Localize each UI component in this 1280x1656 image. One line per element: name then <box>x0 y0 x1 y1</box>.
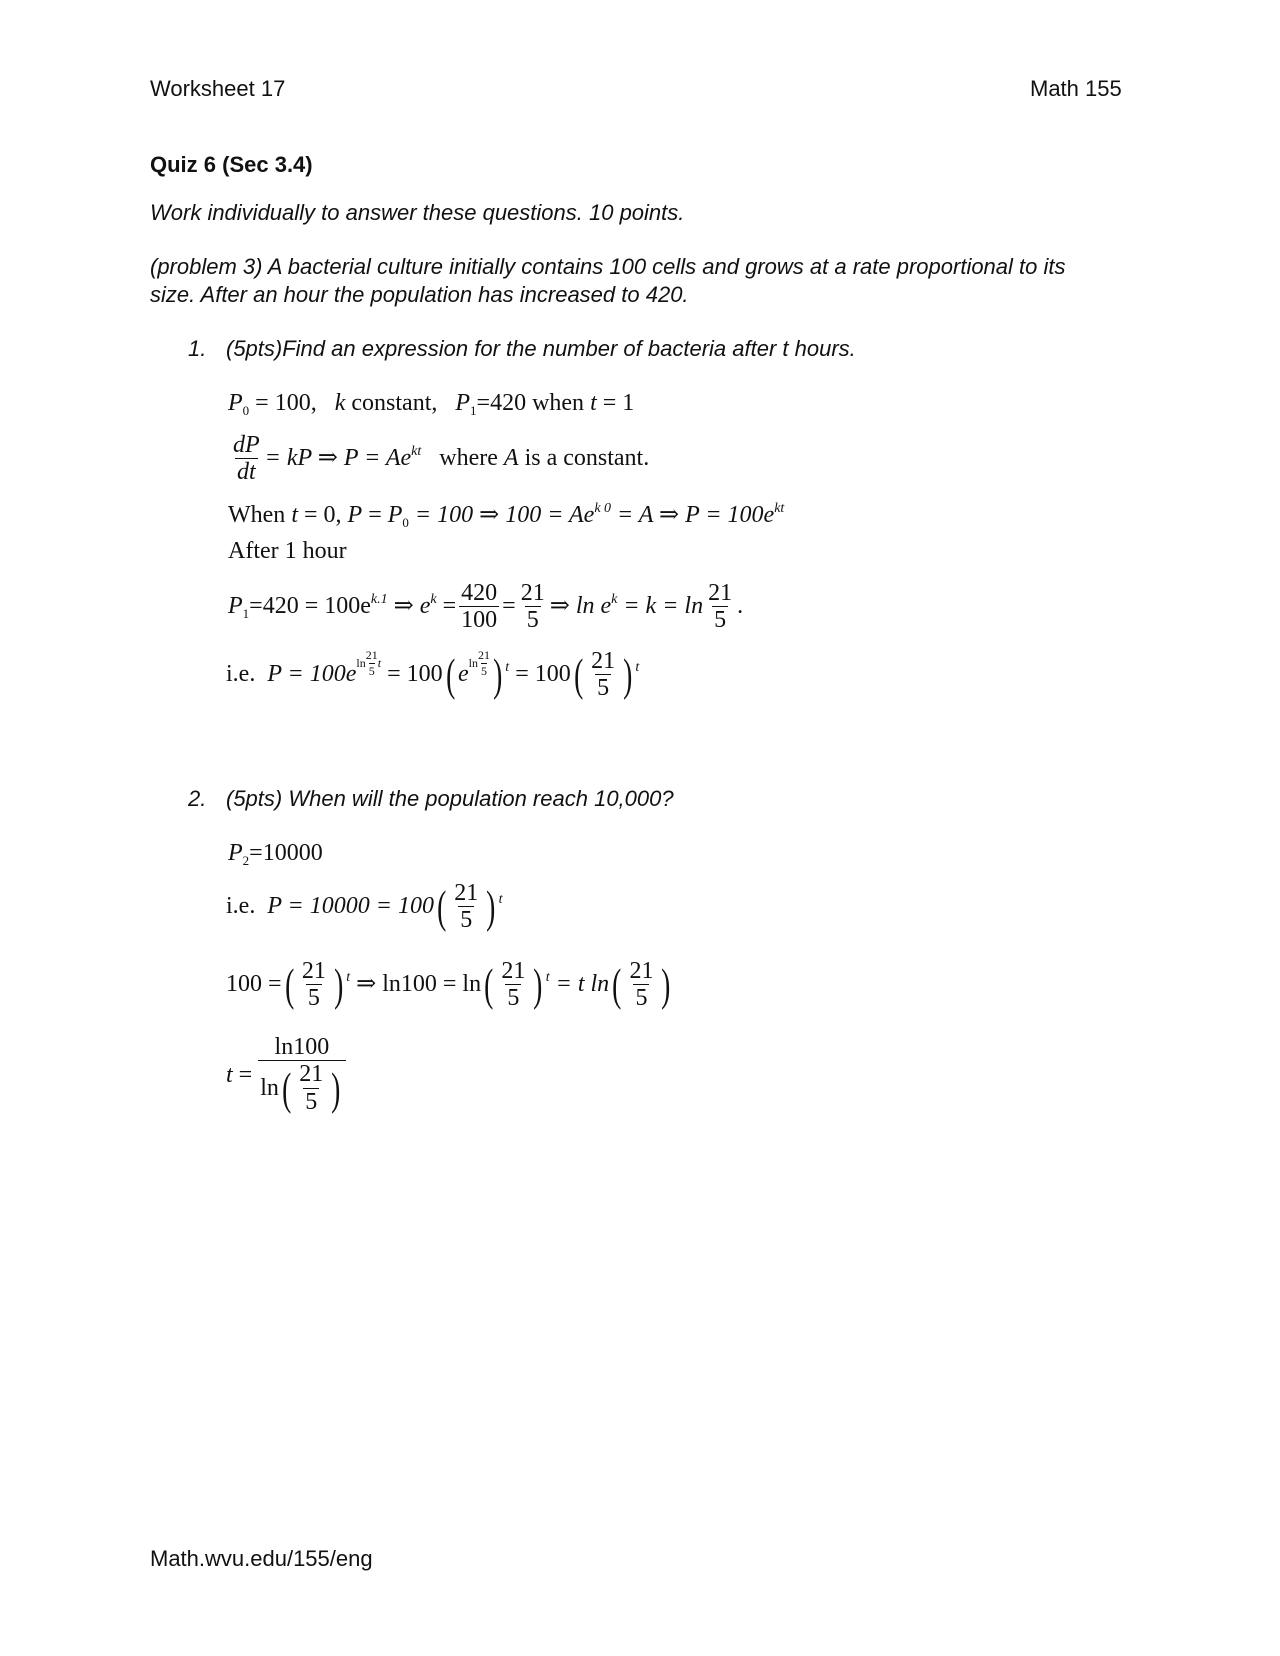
header-right: Math 155 <box>1030 76 1122 101</box>
header-left: Worksheet 17 <box>150 76 286 101</box>
question-1-number: 1. <box>188 336 207 361</box>
q2-line-1: $P_2=10000$ <box>228 840 323 868</box>
q1-line-5: $P_1=420 = 100e^{k.1}$ ⇒ $e^k$ = $\frac{420}{100}$ = $\frac{21}{5}$ ⇒ $\ln e^k = k = \ln$ $\frac{21}{5}$ . <box>228 580 744 634</box>
question-1-text: (5pts)Find an expression for the number of bacteria after t hours. <box>226 336 856 361</box>
q2-line-2: i.e. P = 10000 = 100( $\frac{21}{5}$ ) $^t$ <box>226 880 503 934</box>
question-2-text: (5pts) When will the population reach 10,000? <box>226 786 674 811</box>
footer-url: Math.wvu.edu/155/eng <box>150 1546 373 1571</box>
q1-line-6: i.e. P = 100e ln 21 5 t = 100( e ln 21 5 ) $^t$ = 100( $\frac{21}{5}$ ) $^t$ <box>226 648 640 702</box>
q2-line-3: 100 =( $\frac{21}{5}$ ) $^t$ ⇒ ln100 = ln( $\frac{21}{5}$ ) $^t$ = t ln( $\frac{21}{5}$ ) <box>226 958 671 1012</box>
q1-line-4: After 1 hour <box>228 538 347 564</box>
problem-statement-line2: size. After an hour the population has increased to 420. <box>150 282 689 307</box>
question-2-number: 2. <box>188 786 207 811</box>
q2-line-4: t = ln100 ln ( $\frac{21}{5}$ ) <box>226 1034 349 1116</box>
quiz-title: Quiz 6 (Sec 3.4) <box>150 152 313 177</box>
q1-line-2: $\frac{dP}{dt}$ = kP ⇒ $P = Ae^{kt}$ where A is a constant. <box>233 432 650 486</box>
problem-statement-line1: (problem 3) A bacterial culture initially contains 100 cells and grows at a rate proportional to its <box>150 254 1066 279</box>
instructions: Work individually to answer these questions. 10 points. <box>150 200 685 225</box>
q1-line-3: When t = 0, $P = P_0 = 100$ ⇒ $100 = Ae^{k 0} = A$ ⇒ $P = 100e^{kt}$ <box>228 501 785 530</box>
q1-line-1: $P_0 = 100$, k constant, $P_1=420$ when t = 1 <box>228 390 635 418</box>
